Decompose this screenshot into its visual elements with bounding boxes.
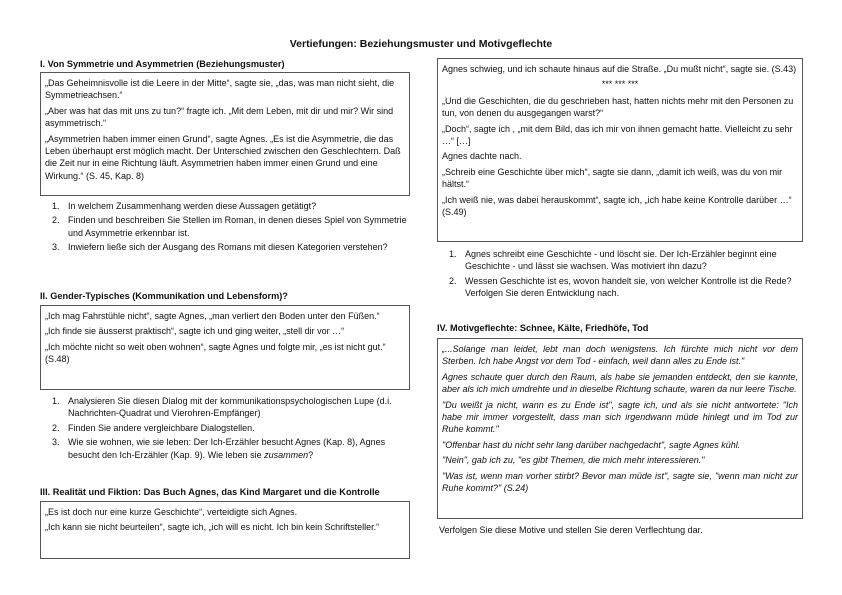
quote: „Ich kann sie nicht beurteilen“, sagte ich, „ich will es nicht. Ich bin kein Schriftsteller.“ bbox=[45, 522, 380, 533]
section-3-quote-box bbox=[40, 501, 410, 559]
separator: *** *** *** bbox=[601, 79, 639, 90]
section-4-heading: IV. Motivgeflechte: Schnee, Kälte, Friedhöfe, Tod bbox=[437, 323, 649, 333]
quote: „Ich weiß nie, was dabei herauskommt“, sagte ich, „ich habe keine Kontrolle darüber …“ (S.49) bbox=[442, 194, 792, 218]
quote: Agnes schwieg, und ich schaute hinaus auf die Straße. „Du mußt nicht“, sagte sie. (S.43) bbox=[442, 64, 797, 74]
quote: Agnes schaute quer durch den Raum, als habe sie jemanden entdeckt, den sie kannte, aber als ich mich umdrehte und in dieselbe Richtung schaute, waren da nur leere Tische. bbox=[442, 371, 798, 395]
quote: „Es ist doch nur eine kurze Geschichte“, verteidigte sich Agnes. bbox=[45, 507, 298, 517]
task-item: 3. Wie sie wohnen, wie sie leben: Der Ich-Erzähler besucht Agnes (Kap. 8), Agnes besucht den Ich-Erzähler (Kap. 9). Wie leben sie zusammen? bbox=[52, 437, 386, 460]
section-3-continued-quote-box bbox=[437, 58, 803, 242]
task-item: 2. Finden Sie andere vergleichbare Dialogstellen. bbox=[52, 422, 255, 433]
task-item: 2. Wessen Geschichte ist es, wovon handelt sie, von welcher Kontrolle ist die Rede? Verfolgen Sie deren Entwicklung nach. bbox=[449, 275, 792, 299]
quote: „Ich möchte nicht so weit oben wohnen“, sagte Agnes und folgte mir, „es ist nicht gut.“ (S.48) bbox=[45, 341, 386, 365]
quote: Agnes dachte nach. bbox=[442, 151, 522, 162]
section-1-quote-box bbox=[40, 72, 410, 196]
quote: "Was ist, wenn man vorher stirbt? Bevor man müde ist", sagte sie, "wenn man nicht zur Ruhe kommt?" (S.24) bbox=[442, 470, 798, 494]
quote: „Asymmetrien haben immer einen Grund“, sagte Agnes. „Es ist die Asymmetrie, die das Leben überhaupt erst möglich macht. Der Unterschied zwischen den Geschlechtern. Daß die Zeit nur in eine Richtung läuft. Asymmetrien haben immer einen Grund und eine Wirkung.“ (S. 45, Kap. 8) bbox=[45, 133, 401, 181]
task-item: 1. In welchem Zusammenhang werden diese Aussagen getätigt? bbox=[52, 201, 317, 211]
section-1-heading: I. Von Symmetrie und Asymmetrien (Beziehungsmuster) bbox=[40, 59, 285, 69]
quote: "Nein", gab ich zu, "es gibt Themen, die mich mehr interessieren." bbox=[442, 455, 705, 466]
quote: "Offenbar hast du nicht sehr lang darüber nachgedacht", sagte Agnes kühl. bbox=[442, 439, 741, 450]
section-2-task-list bbox=[40, 395, 410, 463]
task-item: 2. Finden und beschreiben Sie Stellen im Roman, in denen dieses Spiel von Symmetrie und Asymmetrie erkennbar ist. bbox=[52, 215, 407, 238]
quote: "Du weißt ja nicht, wann es zu Ende ist", sagte ich, und als sie nicht antwortete: "Ich habe mir immer vorgestellt, dass man sich irgendwann müde hinlegt und im Tod zur Ruhe kommt." bbox=[442, 399, 798, 435]
quote: „Ich mag Fahrstühle nicht“, sagte Agnes, „man verliert den Boden unter den Füßen.“ bbox=[45, 311, 380, 321]
section-2-quote-box bbox=[40, 305, 410, 390]
section-4-quote-box bbox=[437, 338, 803, 519]
task-item: 1. Agnes schreibt eine Geschichte - und löscht sie. Der Ich-Erzähler beginnt eine Geschichte - und lässt sie wachsen. Was motiviert ihn dazu? bbox=[449, 249, 777, 272]
quote: „Schreib eine Geschichte über mich“, sagte sie dann, „damit ich weiß, was du von mir hältst.“ bbox=[442, 166, 783, 190]
section-3-task-list bbox=[437, 248, 803, 302]
quote: „Aber was hat das mit uns zu tun?“ fragte ich. „Mit dem Leben, mit dir und mir? Wir sind asymmetrisch.“ bbox=[45, 105, 394, 129]
section-4-task: Verfolgen Sie diese Motive und stellen Sie deren Verflechtung dar. bbox=[439, 525, 703, 535]
section-2-heading: II. Gender-Typisches (Kommunikation und Lebensform)? bbox=[40, 291, 288, 301]
section-1-task-list bbox=[40, 200, 410, 256]
page-title: Vertiefungen: Beziehungsmuster und Motivgeflechte bbox=[289, 38, 553, 50]
task-item: 1. Analysieren Sie diesen Dialog mit der kommunikationspsychologischen Lupe (d.i. Nachrichten-Quadrat und Vierohren-Empfänger) bbox=[52, 396, 392, 419]
section-3-heading: III. Realität und Fiktion: Das Buch Agnes, das Kind Margaret und die Kontrolle bbox=[40, 487, 380, 497]
quote: „Doch“, sagte ich , „mit dem Bild, das ich mir von ihnen gemacht hatte. Vielleicht zu sehr …“ […] bbox=[442, 123, 793, 147]
quote: „...Solange man leidet, lebt man doch wenigstens. Ich fürchte mich nicht vor dem Sterben. Ich habe Angst vor dem Tod - einfach, weil dann alles zu Ende ist." bbox=[442, 344, 798, 367]
quote: „Ich finde sie äusserst praktisch“, sagte ich und ging weiter, „stell dir vor …“ bbox=[45, 326, 345, 337]
quote: „Und die Geschichten, die du geschrieben hast, hatten nichts mehr mit den Personen zu tun, von denen du ausgegangen warst?“ bbox=[442, 95, 794, 119]
task-item: 3. Inwiefern ließe sich der Ausgang des Romans mit diesen Kategorien verstehen? bbox=[52, 242, 388, 253]
quote: „Das Geheimnisvolle ist die Leere in der Mitte“, sagte sie, „das, was man nicht sieht, die Symmetrieachsen.“ bbox=[45, 78, 395, 101]
